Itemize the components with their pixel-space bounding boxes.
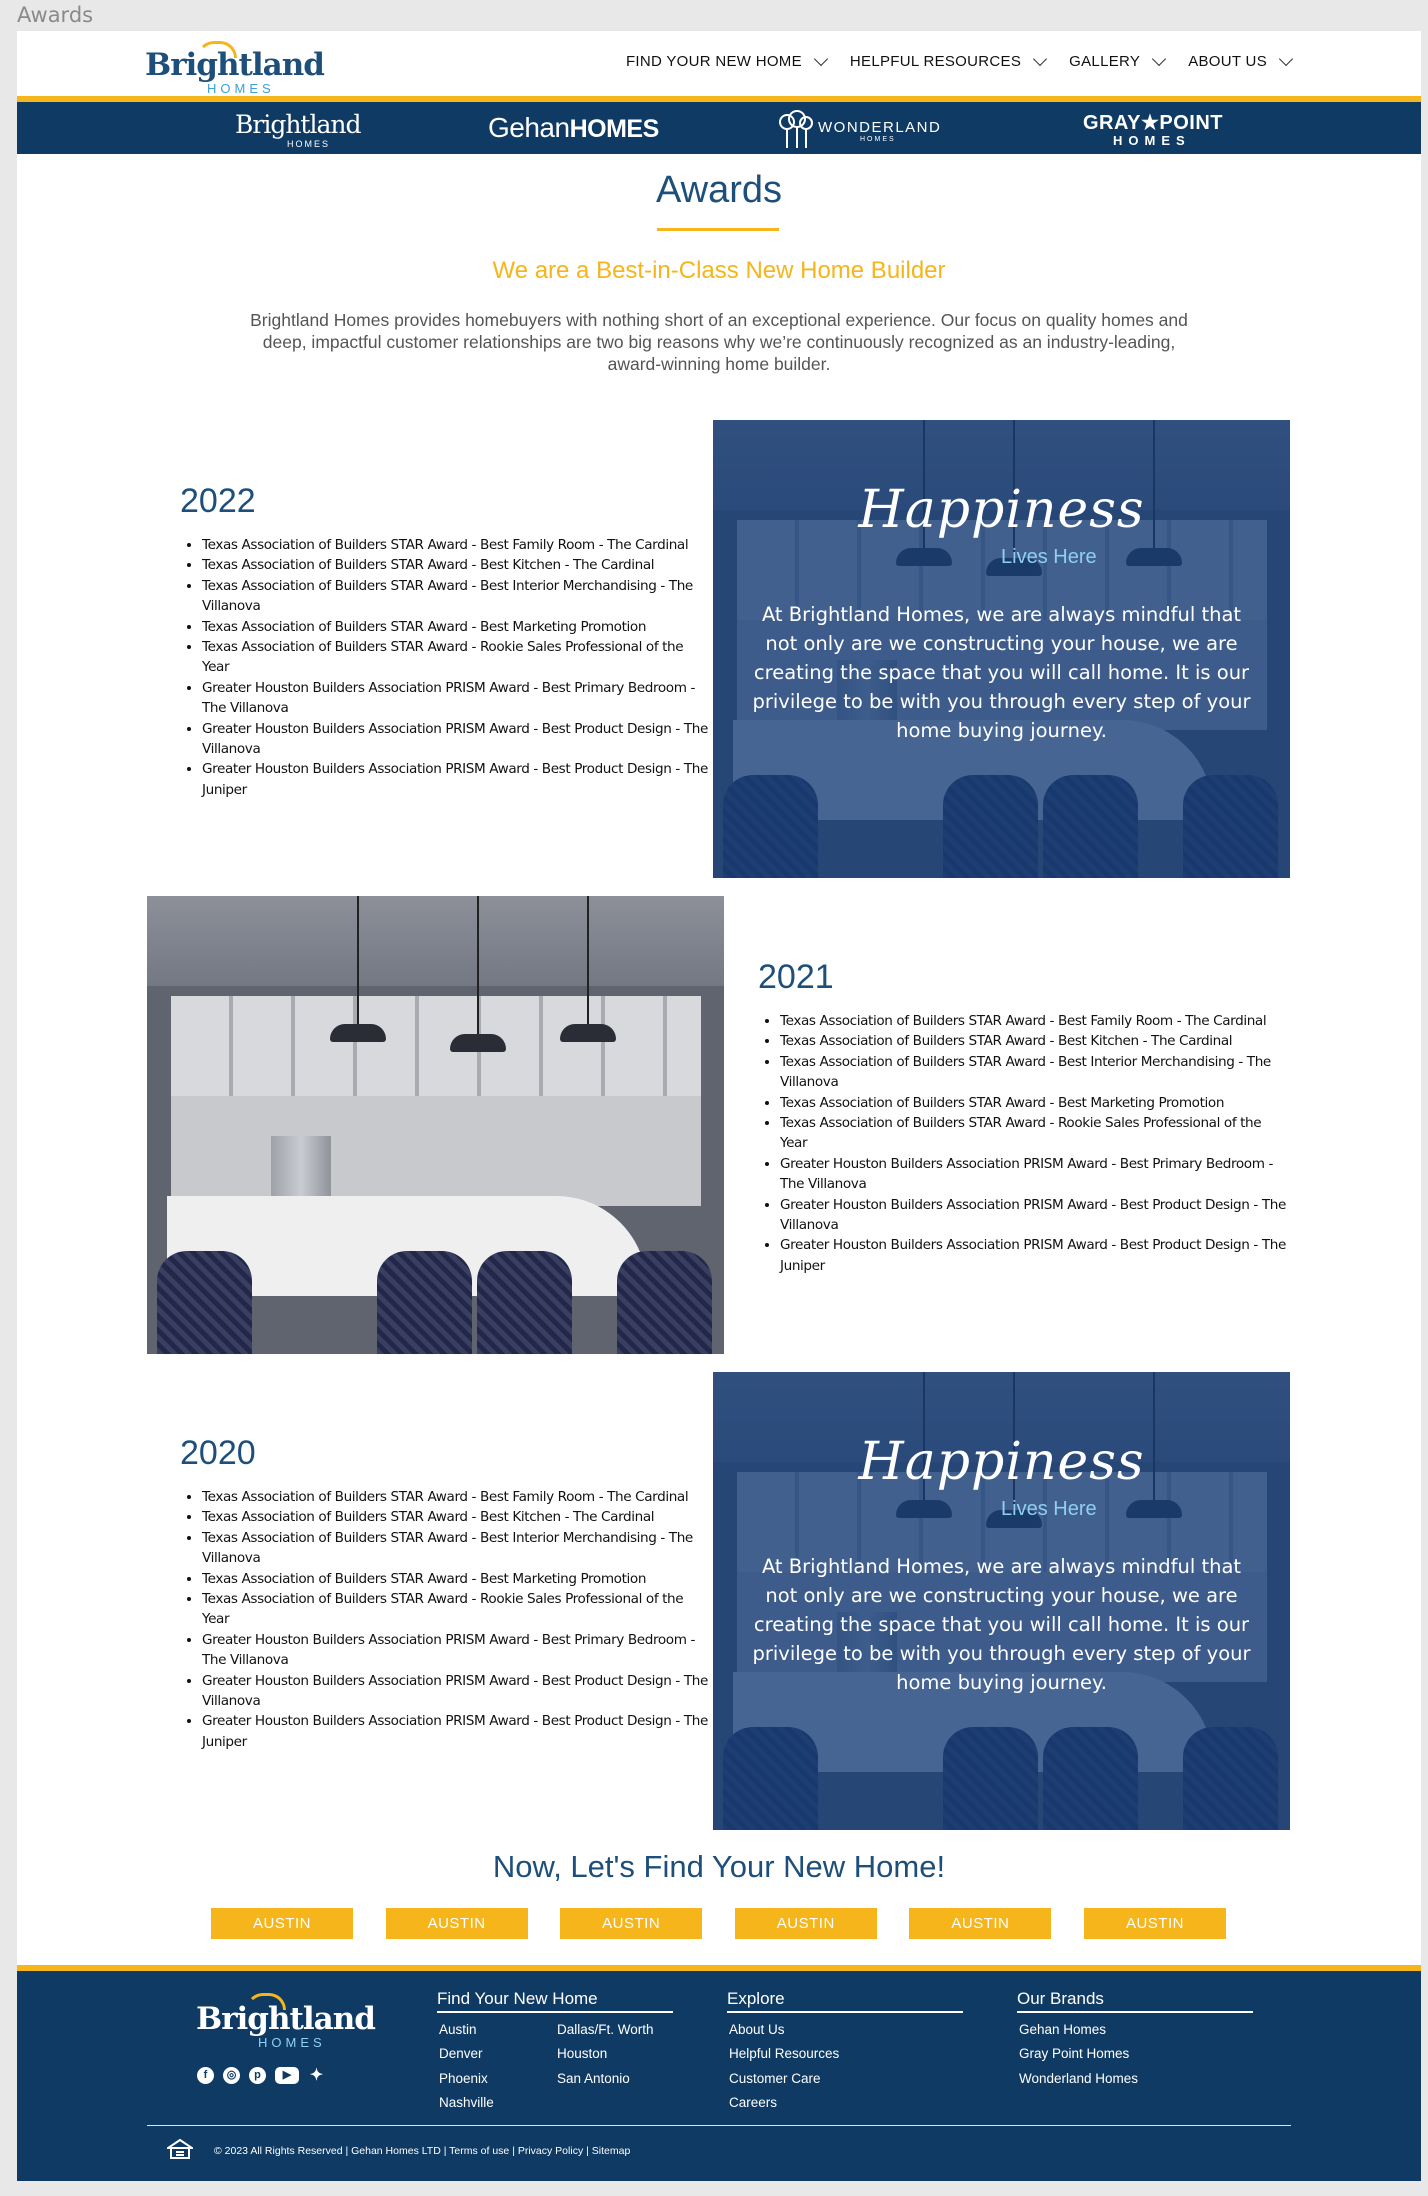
award-item: • Greater Houston Builders Association PRISM Award - Best Primary Bedroom - The Villanova	[202, 1630, 710, 1671]
header-logo[interactable]	[145, 37, 324, 96]
nav-label: GALLERY	[1069, 53, 1141, 70]
logo-wordmark: Brightland	[196, 2001, 375, 2037]
main-nav	[602, 53, 1291, 70]
award-item: • Greater Houston Builders Association PRISM Award - Best Product Design - The Villanova	[202, 719, 710, 760]
page-subtitle: We are a Best-in-Class New Home Builder	[492, 257, 946, 284]
logo-wordmark: Brightland	[145, 47, 324, 83]
panel-tagline: Lives Here	[1001, 1498, 1097, 1520]
logo-subtext: HOMES	[258, 2035, 326, 2050]
award-item: • Texas Association of Builders STAR Award - Best Family Room - The Cardinal	[202, 535, 710, 555]
panel-tagline: Lives Here	[1001, 546, 1097, 568]
intro-paragraph: Brightland Homes provides homebuyers with nothing short of an exceptional experience. Our focus on quality homes and deep, impactful customer relationships are two big reasons why we’re continuously recognized as an industry-leading, award-winning home builder.	[250, 310, 1188, 374]
page-title: Awards	[655, 169, 783, 211]
nav-label: ABOUT US	[1188, 53, 1267, 70]
footer-link-phoenix[interactable]: Phoenix	[439, 2070, 488, 2086]
panel-script-title: Happiness	[858, 1432, 1145, 1492]
page	[17, 31, 1421, 2181]
terms-link[interactable]: Terms of use	[449, 2145, 510, 2157]
happiness-panel	[713, 1372, 1290, 1830]
kitchen-photo	[147, 896, 724, 1354]
site-footer	[17, 1971, 1421, 2181]
youtube-icon[interactable]: ▶	[275, 2067, 299, 2084]
brand-gehan-homes: HOMES	[569, 115, 659, 143]
site-header	[17, 31, 1421, 96]
award-item: • Greater Houston Builders Association PRISM Award - Best Product Design - The Juniper	[780, 1235, 1288, 1276]
brand-wonderland-name: WONDERLAND	[818, 119, 942, 136]
happiness-panel	[713, 420, 1290, 878]
award-item: • Texas Association of Builders STAR Award - Best Family Room - The Cardinal	[780, 1011, 1288, 1031]
award-item: • Greater Houston Builders Association PRISM Award - Best Product Design - The Villanova	[202, 1671, 710, 1712]
chevron-down-icon	[814, 52, 828, 66]
award-list	[180, 535, 710, 800]
brand-graypoint-link[interactable]	[1083, 110, 1233, 150]
award-year: 2022	[180, 482, 256, 520]
nav-label: HELPFUL RESOURCES	[849, 53, 1022, 70]
chevron-down-icon	[1279, 52, 1293, 66]
nav-gallery[interactable]	[1069, 53, 1164, 70]
footer-col-explore	[727, 1989, 963, 2112]
city-button-austin[interactable]: AUSTIN	[735, 1908, 877, 1939]
footer-links	[1017, 2021, 1253, 2087]
award-list	[180, 1487, 710, 1752]
award-item: • Texas Association of Builders STAR Award - Rookie Sales Professional of the Year	[202, 1589, 710, 1630]
brand-gehan-link[interactable]	[488, 112, 659, 144]
footer-link-customer-care[interactable]: Customer Care	[729, 2070, 821, 2086]
award-item: • Texas Association of Builders STAR Award - Best Interior Merchandising - The Villanova	[202, 576, 710, 617]
award-item: • Texas Association of Builders STAR Award - Best Interior Merchandising - The Villanova	[780, 1052, 1288, 1093]
equal-housing-icon	[167, 2138, 193, 2162]
award-item: • Greater Houston Builders Association PRISM Award - Best Product Design - The Juniper	[202, 1711, 710, 1752]
twitter-icon[interactable]: ✦	[309, 2067, 324, 2084]
tree-logo-icon	[778, 110, 814, 150]
brand-brightland-link[interactable]	[235, 106, 361, 150]
award-item: • Texas Association of Builders STAR Award - Rookie Sales Professional of the Year	[780, 1113, 1288, 1154]
award-item: • Texas Association of Builders STAR Award - Best Interior Merchandising - The Villanova	[202, 1528, 710, 1569]
award-item: • Texas Association of Builders STAR Award - Best Marketing Promotion	[202, 617, 710, 637]
awards-2020	[180, 1434, 710, 1752]
window-title: Awards	[17, 3, 94, 27]
city-button-austin[interactable]: AUSTIN	[909, 1908, 1051, 1939]
city-button-austin[interactable]: AUSTIN	[211, 1908, 353, 1939]
footer-link-wonderland-homes[interactable]: Wonderland Homes	[1019, 2070, 1139, 2086]
chevron-down-icon	[1033, 52, 1047, 66]
chevron-down-icon	[1152, 52, 1166, 66]
footer-col-title: Explore	[727, 1989, 963, 2013]
award-item: • Greater Houston Builders Association PRISM Award - Best Product Design - The Juniper	[202, 759, 710, 800]
award-item: • Texas Association of Builders STAR Award - Best Kitchen - The Cardinal	[780, 1031, 1288, 1051]
award-item: • Texas Association of Builders STAR Award - Best Kitchen - The Cardinal	[202, 555, 710, 575]
award-item: • Greater Houston Builders Association PRISM Award - Best Primary Bedroom - The Villanova	[202, 678, 710, 719]
pinterest-icon[interactable]: p	[249, 2067, 266, 2084]
footer-link-helpful-resources[interactable]: Helpful Resources	[729, 2046, 840, 2062]
brand-wonderland-sub: HOMES	[860, 136, 896, 143]
footer-link-about-us[interactable]: About Us	[729, 2022, 785, 2037]
footer-col-brands	[1017, 1989, 1253, 2087]
nav-helpful-resources[interactable]	[850, 53, 1045, 70]
footer-logo[interactable]	[196, 1991, 375, 2050]
footer-link-gehan-homes[interactable]: Gehan Homes	[1019, 2022, 1107, 2037]
nav-label: FIND YOUR NEW HOME	[625, 53, 802, 70]
footer-link-denver[interactable]: Denver	[439, 2046, 483, 2062]
logo-subtext: HOMES	[207, 81, 275, 96]
award-item: • Texas Association of Builders STAR Award - Best Marketing Promotion	[780, 1093, 1288, 1113]
brand-bar	[17, 102, 1421, 154]
footer-col-find	[437, 1989, 673, 2112]
award-item: • Texas Association of Builders STAR Award - Rookie Sales Professional of the Year	[202, 637, 710, 678]
facebook-icon[interactable]: f	[197, 2067, 214, 2084]
kitchen-image	[147, 896, 724, 1354]
brand-graypoint-sub: HOMES	[1113, 133, 1191, 148]
award-item: • Greater Houston Builders Association PRISM Award - Best Primary Bedroom - The Villanova	[780, 1154, 1288, 1195]
award-item: • Greater Houston Builders Association PRISM Award - Best Product Design - The Villanova	[780, 1195, 1288, 1236]
nav-about-us[interactable]	[1188, 53, 1291, 70]
footer-divider	[147, 2125, 1291, 2126]
brand-brightland-sub: HOMES	[287, 139, 331, 149]
legal-line: © 2023 All Rights Reserved | Gehan Homes LTD | Terms of use | Privacy Policy | Sitemap	[214, 2145, 631, 2157]
award-item: • Texas Association of Builders STAR Award - Best Family Room - The Cardinal	[202, 1487, 710, 1507]
nav-find-your-new-home[interactable]	[626, 53, 826, 70]
brand-graypoint-name: GRAY★POINT	[1083, 112, 1223, 134]
title-underline	[657, 228, 779, 231]
footer-link-austin[interactable]: Austin	[439, 2022, 477, 2037]
panel-script-title: Happiness	[858, 480, 1145, 540]
footer-link-dallas[interactable]: Dallas/Ft. Worth	[557, 2022, 654, 2037]
brand-wonderland-link[interactable]	[778, 110, 948, 150]
panel-body: At Brightland Homes, we are always mindful that not only are we constructing your house, we are creating the space that you will call home. It is our privilege to be with you through every step of your home buying journey.	[752, 1555, 1251, 1694]
footer-col-title: Find Your New Home	[437, 1989, 673, 2013]
city-buttons	[211, 1908, 1259, 1939]
brand-gehan-name: Gehan	[488, 112, 570, 143]
city-button-austin[interactable]: AUSTIN	[560, 1908, 702, 1939]
footer-link-san-antonio[interactable]: San Antonio	[557, 2070, 630, 2086]
footer-links	[727, 2021, 963, 2112]
panel-body: At Brightland Homes, we are always mindful that not only are we constructing your house, we are creating the space that you will call home. It is our privilege to be with you through every step of your home buying journey.	[752, 603, 1251, 742]
sitemap-link[interactable]: Sitemap	[591, 2145, 631, 2157]
footer-link-careers[interactable]: Careers	[729, 2095, 778, 2111]
awards-2022	[180, 482, 710, 800]
awards-2021	[758, 958, 1288, 1276]
award-item: • Texas Association of Builders STAR Award - Best Kitchen - The Cardinal	[202, 1507, 710, 1527]
footer-link-nashville[interactable]: Nashville	[439, 2095, 494, 2111]
award-year: 2020	[180, 1434, 256, 1472]
social-links	[197, 2067, 325, 2084]
award-item: • Texas Association of Builders STAR Award - Best Marketing Promotion	[202, 1569, 710, 1589]
cta-title: Now, Let's Find Your New Home!	[492, 1849, 946, 1884]
privacy-link[interactable]: Privacy Policy	[517, 2145, 584, 2157]
footer-links	[437, 2021, 673, 2112]
city-button-austin[interactable]: AUSTIN	[386, 1908, 528, 1939]
award-list	[758, 1011, 1288, 1276]
footer-link-houston[interactable]: Houston	[557, 2046, 608, 2062]
copyright-text: © 2023 All Rights Reserved | Gehan Homes LTD	[214, 2145, 441, 2157]
footer-link-gray-point-homes[interactable]: Gray Point Homes	[1019, 2046, 1130, 2062]
brand-brightland-name: Brightland	[235, 110, 361, 139]
instagram-icon[interactable]: ◎	[223, 2067, 240, 2084]
city-button-austin[interactable]: AUSTIN	[1084, 1908, 1226, 1939]
award-year: 2021	[758, 958, 834, 996]
footer-col-title: Our Brands	[1017, 1989, 1253, 2013]
